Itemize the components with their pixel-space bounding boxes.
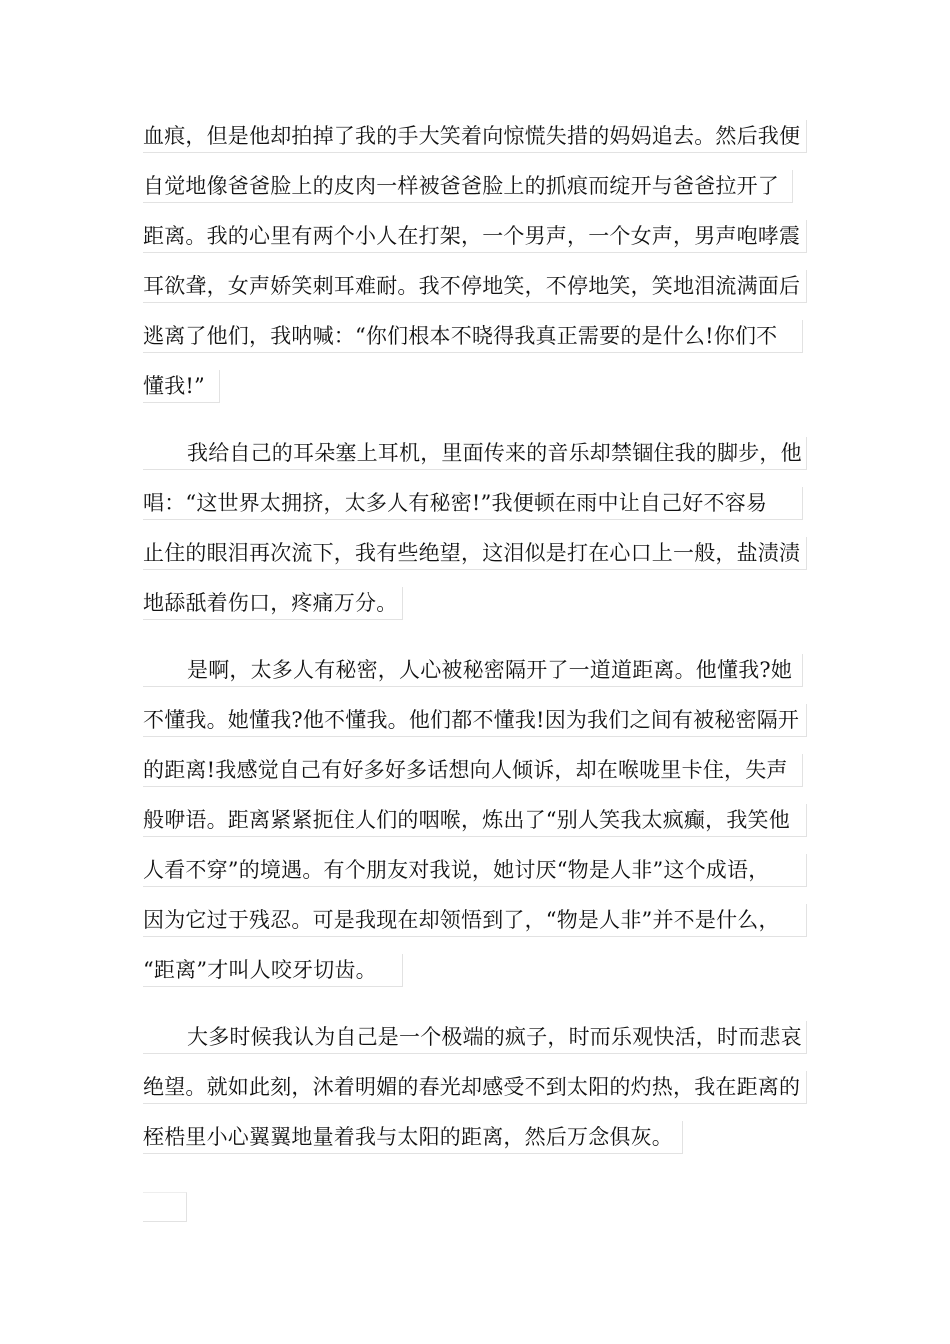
text-line: 懂我!” [143, 370, 220, 403]
text-line: 因为它过于残忍。可是我现在却领悟到了，“物是人非”并不是什么， [143, 904, 807, 937]
text-line-indented: 我给自己的耳朵塞上耳机，里面传来的音乐却禁锢住我的脚步，他 [143, 437, 807, 470]
text-line-indented: 大多时候我认为自己是一个极端的疯子，时而乐观快活，时而悲哀 [143, 1021, 807, 1054]
text-line: 唱：“这世界太拥挤，太多人有秘密!”我便顿在雨中让自己好不容易 [143, 487, 803, 520]
text-line: 逃离了他们，我呐喊：“你们根本不晓得我真正需要的是什么!你们不 [143, 320, 803, 353]
empty-text-box [143, 1192, 187, 1222]
text-line: 般咿语。距离紧紧扼住人们的咽喉，炼出了“别人笑我太疯癫，我笑他 [143, 804, 807, 837]
text-line: “距离”才叫人咬牙切齿。 [143, 954, 403, 987]
text-line: 自觉地像爸爸脸上的皮肉一样被爸爸脸上的抓痕而绽开与爸爸拉开了 [143, 170, 793, 203]
text-line: 的距离!我感觉自己有好多好多话想向人倾诉，却在喉咙里卡住，失声 [143, 754, 803, 787]
text-line: 不懂我。她懂我?他不懂我。他们都不懂我!因为我们之间有被秘密隔开 [143, 704, 807, 737]
text-line: 耳欲聋，女声娇笑刺耳难耐。我不停地笑，不停地笑，笑地泪流满面后 [143, 270, 807, 303]
text-line: 地舔舐着伤口，疼痛万分。 [143, 587, 403, 620]
text-line: 人看不穿”的境遇。有个朋友对我说，她讨厌“物是人非”这个成语， [143, 854, 807, 887]
text-line: 止住的眼泪再次流下，我有些绝望，这泪似是打在心口上一般，盐渍渍 [143, 537, 807, 570]
text-line: 距离。我的心里有两个小人在打架，一个男声，一个女声，男声咆哮震 [143, 220, 807, 253]
text-line: 桎梏里小心翼翼地量着我与太阳的距离，然后万念俱灰。 [143, 1121, 683, 1154]
text-line: 绝望。就如此刻，沐着明媚的春光却感受不到太阳的灼热，我在距离的 [143, 1071, 807, 1104]
text-line: 血痕，但是他却拍掉了我的手大笑着向惊慌失措的妈妈追去。然后我便 [143, 120, 807, 153]
text-line-indented: 是啊，太多人有秘密，人心被秘密隔开了一道道距离。他懂我?她 [143, 654, 803, 687]
